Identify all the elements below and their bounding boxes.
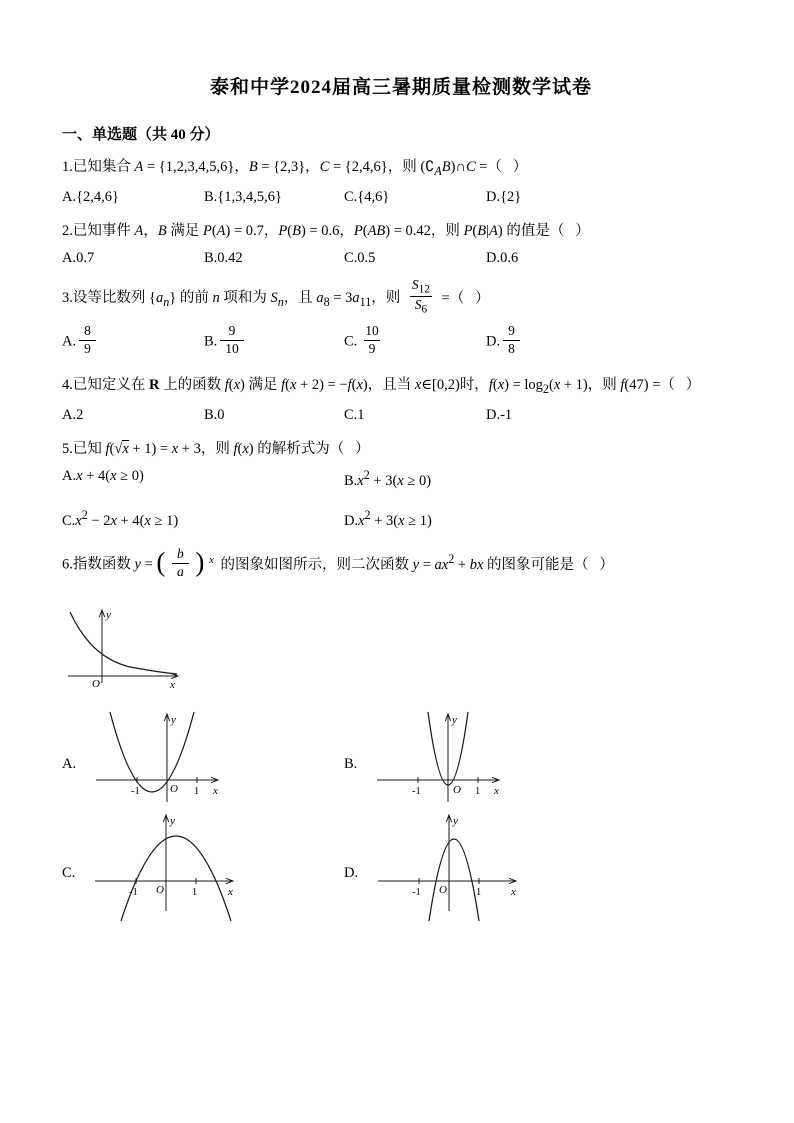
exp-decay-curve [70, 612, 177, 674]
x-axis-label: x [213, 784, 218, 797]
origin-label: O [92, 677, 100, 690]
question-4-options [62, 407, 740, 424]
tick-label-neg: -1 [412, 886, 421, 898]
exponent: x [209, 554, 214, 567]
stem-text-pre: 6.指数函数 y = [62, 556, 153, 573]
y-axis-label: y [452, 713, 458, 726]
question-4-option-b: B.0 [204, 406, 225, 423]
tick-label-pos: 1 [475, 785, 481, 797]
denominator: 8 [503, 340, 520, 358]
question-5 [62, 436, 740, 530]
x-axis-label: x [170, 678, 175, 691]
numerator: 9 [508, 323, 515, 339]
option-a-figure [62, 710, 344, 807]
denominator: 9 [364, 340, 381, 358]
tick-label-neg: -1 [412, 785, 422, 797]
question-3 [62, 276, 740, 360]
x-axis-label: x [511, 885, 516, 898]
question-2 [62, 218, 740, 267]
origin-label: O [439, 883, 448, 896]
option-c-graph [91, 811, 241, 924]
fraction [220, 323, 244, 358]
question-5-option-d: $D.x^2 + 3(x \ge 1)$ [344, 507, 432, 529]
question-5-option-b: $B.x^2 + 3(x \ge 0)$ [344, 467, 432, 489]
y-axis-label: y [453, 814, 458, 827]
fraction-s12-s6 [407, 277, 435, 318]
question-1-option-a: A.{2,4,6} [62, 188, 120, 205]
numerator: 10 [365, 323, 379, 339]
option-d-graph [374, 811, 524, 924]
question-3-option-a [62, 325, 204, 360]
y-axis-label: y [170, 814, 176, 827]
stem-text-post: =（ ） [441, 290, 490, 307]
question-5-stem: 5.已知 f(√x + 1) = x + 3，则 f(x) 的解析式为（ ） [62, 440, 370, 457]
question-3-options [62, 325, 740, 360]
stem-text-post: 的图象如图所示，则二次函数 $y = ax^2$ + bx 的图象可能是（ ） [220, 552, 614, 573]
numerator: 8 [84, 323, 91, 339]
question-4-stem: 4.已知定义在 R 上的函数 f(x) 满足 f(x + 2) = −f(x)，且当 x∈[0,2)时，$f(x) = \log_2(x + 1)$，则 f(47) =（ ） [62, 376, 701, 396]
question-4-option-d: D.-1 [486, 406, 513, 423]
section-heading: 一、单选题（共 40 分） [62, 127, 220, 143]
option-d-label: D. [344, 864, 359, 881]
x-axis-label: x [228, 885, 234, 898]
option-letter: B. [204, 333, 218, 350]
options-row-ab [62, 710, 740, 807]
option-letter: C. [344, 333, 358, 350]
question-2-option-a: A.0.7 [62, 249, 95, 266]
question-1-option-b: B.{1,3,4,5,6} [204, 188, 282, 205]
question-2-option-c: C.0.5 [344, 249, 376, 266]
y-axis-label: y [171, 713, 176, 726]
denominator: 10 [220, 340, 244, 358]
option-c-label: C. [62, 864, 76, 881]
question-5-option-c: $C.x^2 - 2x + 4(x \ge 1)$ [62, 507, 179, 529]
question-3-option-b [204, 325, 344, 360]
question-2-option-b: B.0.42 [204, 249, 243, 266]
question-1-option-d: D.{2} [486, 188, 522, 205]
question-2-option-d: D.0.6 [486, 249, 519, 266]
tick-label-neg: -1 [131, 785, 140, 797]
x-axis-label: x [494, 784, 500, 797]
question-1 [62, 154, 740, 206]
question-6 [62, 541, 740, 924]
question-4-option-c: C.1 [344, 406, 365, 423]
question-4-option-a: A.2 [62, 406, 84, 423]
question-1-stem: 1.已知集合 A = {1,2,3,4,5,6}，B = {2,3}，C = {2,4,6}，则 $(∁_AB)\cap C$ =（ ） [62, 159, 528, 178]
exam-title: 泰和中学2024届高三暑期质量检测数学试卷 [209, 77, 592, 98]
option-a-label: A. [62, 755, 77, 772]
question-3-option-c [344, 325, 486, 360]
denominator: a [172, 563, 189, 581]
denominator: 9 [79, 340, 96, 358]
question-3-stem [62, 276, 740, 320]
y-axis-label: y [106, 608, 111, 621]
tick-label-pos: 1 [192, 886, 198, 898]
option-letter: D. [486, 333, 501, 350]
question-2-stem: 2.已知事件 A，B 满足 P(A) = 0.7，P(B) = 0.6，P(AB) = 0.42，则 P(B|A) 的值是（ ） [62, 222, 590, 239]
numerator: 9 [228, 323, 236, 339]
parabola-curve [121, 836, 234, 921]
exponential-graph [64, 604, 184, 696]
question-2-options [62, 250, 740, 267]
fraction [79, 323, 96, 358]
right-paren: ) [195, 547, 205, 578]
parabola-curve [429, 839, 482, 921]
fraction [360, 323, 384, 358]
question-6-figure [64, 604, 740, 696]
left-paren: ( [156, 547, 166, 578]
denominator: $S_6$ [410, 296, 432, 317]
tick-label-pos: 1 [476, 886, 482, 898]
question-1-options [62, 189, 740, 206]
question-5-options [62, 468, 740, 530]
origin-label: O [156, 883, 165, 896]
origin-label: O [170, 782, 179, 795]
tick-label-neg: -1 [129, 886, 139, 898]
question-5-option-a: A.x + 4(x ≥ 0) [62, 467, 144, 484]
question-1-option-c: C.{4,6} [344, 188, 390, 205]
option-b-label: B. [344, 755, 358, 772]
question-6-stem [62, 541, 740, 590]
option-c-figure [62, 811, 344, 924]
numerator: $S_{12}$ [411, 276, 430, 296]
stem-text-pre: 3.设等比数列 $\{a_n\}$ 的前 n 项和为 $S_n$，且 $a_8 = 3a_{11}$，则 [62, 290, 401, 310]
question-4 [62, 372, 740, 424]
option-d-figure [344, 811, 740, 924]
option-a-graph [92, 710, 224, 807]
fraction-b-a [172, 546, 189, 581]
option-letter: A. [62, 333, 77, 350]
options-row-cd [62, 811, 740, 924]
tick-label-pos: 1 [194, 785, 200, 797]
fraction [503, 323, 520, 358]
numerator: b [177, 546, 184, 562]
origin-label: O [453, 783, 462, 796]
option-b-graph [373, 710, 505, 807]
option-b-figure [344, 710, 740, 807]
question-3-option-d [486, 325, 740, 360]
